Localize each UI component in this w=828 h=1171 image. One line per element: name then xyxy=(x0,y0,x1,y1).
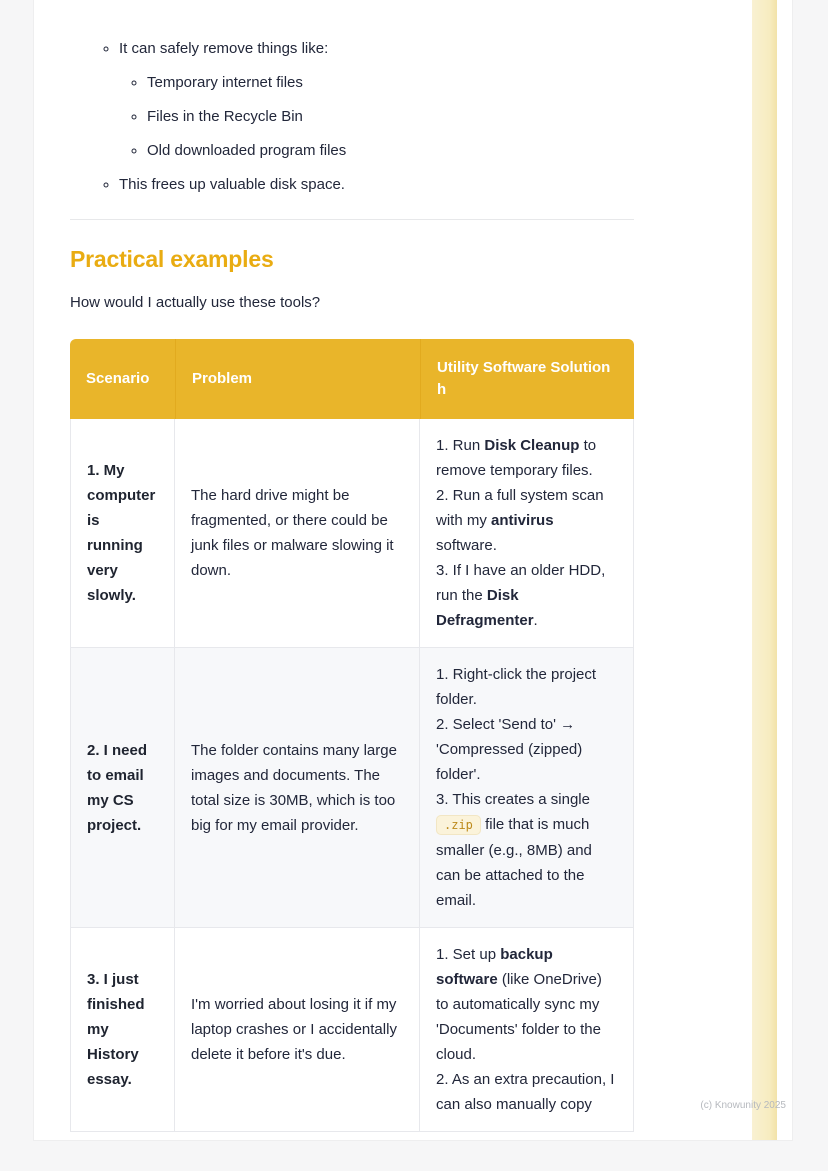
page-edge-strip xyxy=(752,0,777,1140)
text-segment: 1. Run xyxy=(436,437,485,454)
document-page xyxy=(34,0,792,1140)
text-segment: 2. As an extra precaution, I can also manually copy xyxy=(436,1071,615,1113)
watermark: (c) Knowunity 2025 xyxy=(700,1100,786,1111)
text-segment: 2. Select 'Send to' → 'Compressed (zipped) folder'. xyxy=(436,716,583,783)
sub-bullet-item: ◦ Files in the Recycle Bin xyxy=(147,106,674,127)
solution-line xyxy=(436,558,617,633)
solution-line xyxy=(436,662,617,712)
table-row xyxy=(70,928,634,1132)
text-segment: . xyxy=(533,612,538,629)
text-segment: file that is much smaller (e.g., 8MB) and can be attached to the email. xyxy=(436,816,592,909)
cell-problem: I'm worried about losing it if my laptop crashes or I accidentally delete it before it's due. xyxy=(175,928,420,1132)
text-segment: 3. If I have an older HDD, run the xyxy=(436,562,606,604)
solution-line xyxy=(436,433,617,483)
text-segment: 3. This creates a single xyxy=(436,791,590,808)
table-body xyxy=(70,419,634,1132)
cell-solution xyxy=(420,648,634,928)
table-header-row xyxy=(70,339,634,419)
sub-bullet-item: ◦ Temporary internet files xyxy=(147,72,674,93)
solution-line xyxy=(436,942,617,1067)
header-cell-solution: Utility Software Solution h xyxy=(420,339,634,419)
cell-scenario: 2. I need to email my CS project. xyxy=(70,648,175,928)
bold-text: antivirus xyxy=(491,512,554,529)
solution-line xyxy=(436,483,617,558)
sub-bullet-list xyxy=(119,72,674,161)
text-segment: (like OneDrive) to automatically sync my 'Documents' folder to the cloud. xyxy=(436,971,602,1063)
bold-text: backup software xyxy=(436,946,553,988)
text-segment: software. xyxy=(436,537,497,554)
cell-scenario: 3. I just finished my History essay. xyxy=(70,928,175,1132)
cell-solution xyxy=(420,419,634,648)
cell-solution xyxy=(420,928,634,1132)
text-segment: 1. Set up xyxy=(436,946,501,963)
text-segment: to remove temporary files. xyxy=(436,437,597,479)
table-header xyxy=(70,339,634,419)
header-cell-problem: Problem xyxy=(175,339,420,419)
table-row xyxy=(70,419,634,648)
bullet-list xyxy=(70,38,674,195)
code-chip: .zip xyxy=(436,815,481,835)
header-cell-scenario: Scenario xyxy=(70,339,175,419)
page-content xyxy=(34,0,674,1132)
section-divider xyxy=(70,219,634,220)
solution-line xyxy=(436,1067,617,1117)
bullet-item xyxy=(119,174,674,195)
cell-problem: The hard drive might be fragmented, or there could be junk files or malware slowing it down. xyxy=(175,419,420,648)
bold-text: Disk Cleanup xyxy=(484,437,580,454)
intro-text: How would I actually use these tools? xyxy=(70,294,321,311)
text-segment: 1. Right-click the project folder. xyxy=(436,666,597,708)
solution-line xyxy=(436,712,617,787)
text-segment: 2. Run a full system scan with my xyxy=(436,487,604,529)
solution-line xyxy=(436,787,617,913)
bullet-item-text: It can safely remove things like: xyxy=(119,40,329,57)
examples-table xyxy=(70,339,634,1132)
cell-scenario: 1. My computer is running very slowly. xyxy=(70,419,175,648)
bold-text: Disk Defragmenter xyxy=(436,587,534,629)
cell-problem: The folder contains many large images and documents. The total size is 30MB, which is too big for my email provider. xyxy=(175,648,420,928)
bullet-item-text: This frees up valuable disk space. xyxy=(119,176,345,193)
bullet-item xyxy=(119,38,674,161)
table-row xyxy=(70,648,634,928)
sub-bullet-item: ◦ Old downloaded program files xyxy=(147,140,674,161)
section-heading: Practical examples xyxy=(70,246,274,272)
